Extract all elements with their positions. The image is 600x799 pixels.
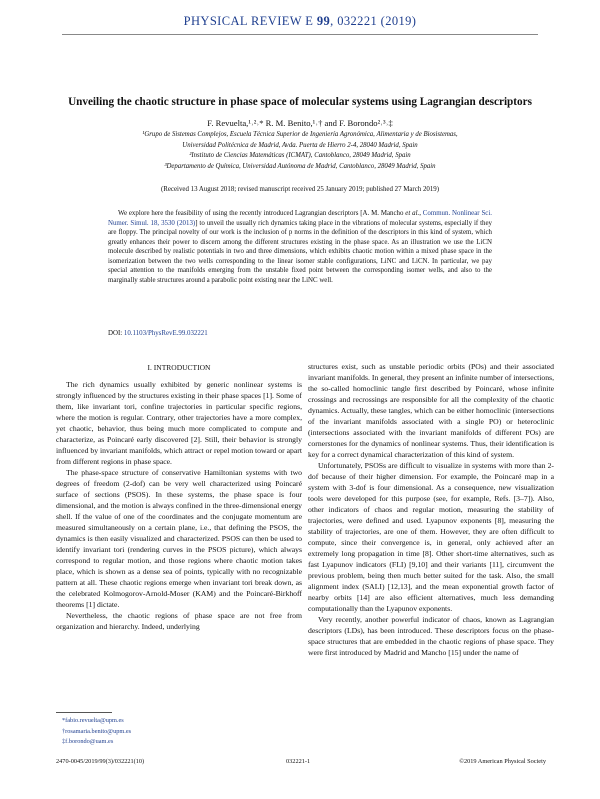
body-paragraph: structures exist, such as unstable periodic orbits (POs) and their associated invariant manifolds. In general, they present an infinite number of intersections, the so-called homoclinic tangle first described by Poincaré, whose infinite crossings and recrossings are responsible for all the complexity of the chaotic dynamics. Actually, these tangles, which can be either homoclinic (intersections of the invariant manifolds associated with a single PO) or heteroclinic (intersections associated with the invariant manifolds of different POs) are cornerstones for the dynamics of nonlinear systems. Thus, their identification is key for a correct dynamical characterization of this kind of system. bbox=[308, 362, 554, 459]
abstract-reference-link[interactable]: Commun. Nonlinear Sci. Numer. Simul. 18, 3530 (2013) bbox=[108, 210, 492, 227]
abstract-text: ] to unveil the usually rich dynamics taking place in the vibrations of molecular systems, especially if they are floppy. The principal novelty of our work is the inclusion of p norms in the definition of the descriptors in this kind of system, which greatly enhances their power to discern among the different structures existing in the phase space. As an illustration we use the LiCN molecule described by realistic potentials in two and three dimensions, which exhibits chaotic motion within a mixed phase space in the isomerization between the two wells corresponding to the linear isomer stable configurations, LiNC and LiCN. In particular, we pay special attention to the manifolds emerging from the unstable fixed point between the corresponding isomer wells, and also to the marginally stable structures around a parabolic point existing near the LiNC well. bbox=[108, 219, 492, 284]
abstract-etal: et al. bbox=[405, 210, 420, 217]
affiliation-line: Universidad Politécnica de Madrid, Avda. Puerta de Hierro 2-4, 28040 Madrid, Spain bbox=[182, 141, 418, 149]
abstract bbox=[108, 209, 492, 285]
section-heading: I. INTRODUCTION bbox=[147, 363, 211, 372]
doi bbox=[108, 330, 208, 337]
body-paragraph: Very recently, another powerful indicator of chaos, known as Lagrangian descriptors (LDs), has been introduced. These descriptors focus on the phase-space structures that are embedded in the chaotic regions of phase space. They were first introduced by Madrid and Mancho [15] under the name of bbox=[308, 615, 554, 657]
footer-issn: 2470-0045/2019/99(3)/032221(10) bbox=[56, 758, 145, 765]
abstract-text: We explore here the feasibility of using the recently introduced Lagrangian descriptors [A. M. Mancho bbox=[118, 210, 406, 217]
footnote-email[interactable]: *fabio.revuelta@upm.es bbox=[62, 717, 124, 724]
affiliation-line: ²Instituto de Ciencias Matemáticas (ICMAT), Cantoblanco, 28049 Madrid, Spain bbox=[189, 152, 411, 160]
affiliations bbox=[60, 130, 540, 172]
footnote-rule bbox=[56, 712, 112, 713]
journal-issue: , 032221 (2019) bbox=[330, 14, 417, 28]
paper-title: Unveiling the chaotic structure in phase space of molecular systems using Lagrangian descriptors bbox=[68, 96, 532, 108]
body-paragraph: Unfortunately, PSOSs are difficult to visualize in systems with more than 2-dof because of their higher dimension. For example, the Poincaré map in a system with 3-dof is four dimensional. As a consequence, new visualization tools were developed for this purpose (see, for example, Refs. [3–7]). Also, other indicators of chaos and regular motion, measuring the stability of trajectories, were defined and used. Lyapunov exponents [8], measuring the stability of trajectories, are one of them. However, they are often difficult to compute, since their convergence is, in general, only achieved after an extremely long propagation in time [8]. Other short-time alternatives, such as fast Lyapunov indicators (FLI) [9,10] and their variants [11], circumvent the previous problem, being then much better suited for the task. Also, the small alignment index (SALI) [12,13], and the mean exponential growth factor of nearby orbits [14] are also efficient alternatives, much less demanding computationally than the Lyapunov exponents. bbox=[308, 461, 554, 613]
left-column bbox=[56, 362, 302, 632]
footnote-email[interactable]: †rosamaria.benito@upm.es bbox=[62, 727, 132, 735]
body-paragraph: The phase-space structure of conservative Hamiltonian systems with two degrees of freedom (2-dof) can be very well characterized using Poincaré surface of sections (PSOS). In these systems, the phase space is four dimensional, and the motion is always confined in the three-dimensional energy shell. If the value of one of the coordinates and the conjugate momentum are measured simultaneously on a certain plane, i.e., that defining the PSOS, the dynamics is then easily visualized and characterized. PSOS can then be used to identify invariant tori (rendering curves in the PSOS picture), which always correspond to regular motion, and those regions where chaotic motion takes place, which is shown as a dense sea of points, typically with no recognizable pattern at all. These chaotic regions emerge when invariant tori break down, as the celebrated Kolmogorov-Arnold-Moser (KAM) and the Poincaré-Birkhoff theorems [1] dictate. bbox=[56, 468, 303, 609]
doi-link[interactable]: 10.1103/PhysRevE.99.032221 bbox=[123, 330, 208, 337]
footnotes bbox=[62, 716, 131, 748]
footnote-email[interactable]: ‡f.borondo@uam.es bbox=[62, 738, 114, 745]
journal-volume: 99 bbox=[316, 14, 331, 28]
doi-label: DOI: bbox=[108, 330, 124, 337]
journal-name: PHYSICAL REVIEW E bbox=[183, 14, 317, 28]
journal-header bbox=[0, 14, 600, 29]
body-paragraph: The rich dynamics usually exhibited by generic nonlinear systems is strongly influenced by the structures existing in their phase spaces [1]. Some of them, like invariant tori, confine trajectories in particular specific regions, where the motion is regular. Contrary, other trajectories have a more complex, yet chaotic, behavior, thus being much more complicated to compute and characterize, as Poincaré early discovered [2]. Still, their behavior is strongly influenced by invariant manifolds, which attract or repel motion toward or apart from different regions in phase space. bbox=[56, 380, 302, 466]
footer-page-number: 032221-1 bbox=[286, 758, 311, 765]
header-rule bbox=[62, 34, 538, 35]
body-paragraph: Nevertheless, the chaotic regions of phase space are not free from organization and hierarchy. Indeed, underlying bbox=[56, 611, 302, 631]
abstract-comma: , bbox=[419, 210, 423, 217]
right-column bbox=[308, 361, 554, 658]
affiliation-line: ¹Grupo de Sistemas Complejos, Escuela Técnica Superior de Ingeniería Agronómica, Alimentaria y de Biosistemas, bbox=[142, 131, 458, 138]
affiliation-line: ³Departamento de Química, Universidad Autónoma de Madrid, Cantoblanco, 28049 Madrid, Spain bbox=[164, 162, 436, 170]
footer-copyright: ©2019 American Physical Society bbox=[459, 758, 546, 765]
author-list: F. Revuelta,¹˒²˒* R. M. Benito,¹˒† and F. Borondo²˒³˒‡ bbox=[207, 118, 393, 128]
received-dates: (Received 13 August 2018; revised manuscript received 25 January 2019; published 27 March 2019) bbox=[160, 186, 440, 193]
